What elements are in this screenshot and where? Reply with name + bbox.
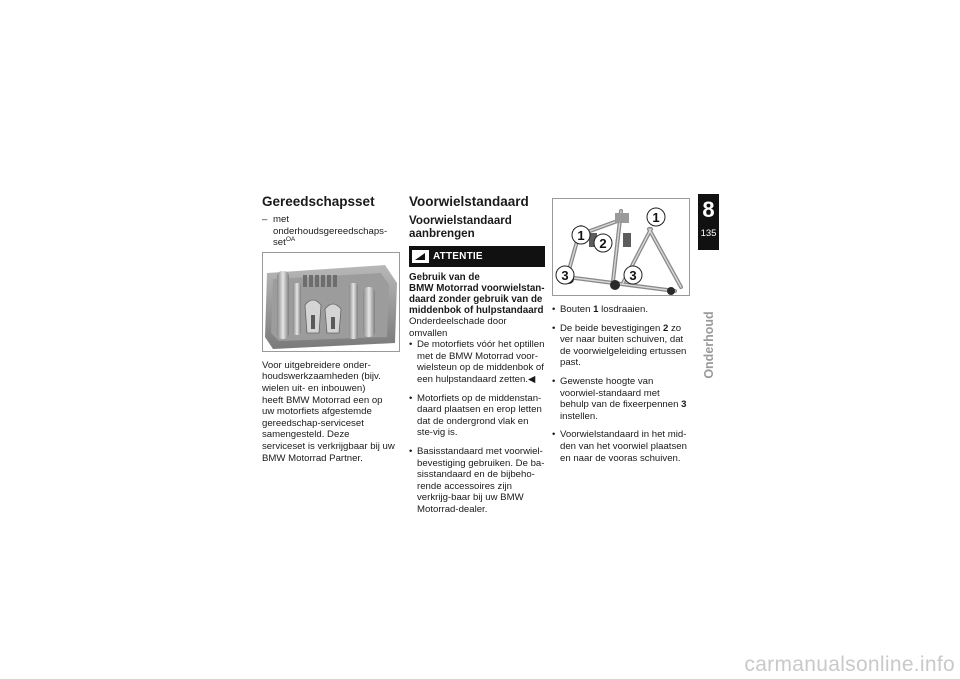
column-front-stand <box>409 194 545 523</box>
callout-3-left: 3 <box>561 268 569 283</box>
list-item: • Gewenste hoogte van voorwiel-standaard met behulp van de fixeerpennen 3 instellen. <box>552 376 690 422</box>
heading-tools: Gereedschapsset <box>262 194 375 209</box>
dash-mark: – <box>262 214 268 225</box>
watermark: carmanualsonline.info <box>744 653 955 676</box>
column-stand-steps <box>552 194 690 471</box>
warning-bullets <box>409 339 545 385</box>
tools-option-text: met onderhoudsgereedschaps-set$^{OA}$ <box>273 214 388 249</box>
chapter-number: 8 <box>702 197 715 222</box>
subheading-install: Voorwielstandaard aanbrengen <box>409 214 512 240</box>
section-label: Onderhoud <box>702 311 716 379</box>
warning-icon <box>412 250 429 263</box>
list-item: • De beide bevestigingen 2 zo ver naar buiten schuiven, dat de voorwielgeleiding ertussen past. <box>552 323 690 369</box>
warning-bold-text: Gebruik van de BMW Motorrad voorwielstan- daard zonder gebruik van de middenbok of hulpstandaard <box>409 272 545 316</box>
tools-body: Voor uitgebreidere onder- houdswerkzaamheden (bijv. wielen uit- en inbouwen) heeft BMW Motorrad een op uw motorfiets afgestemde gereedschap-serviceset samengesteld. Deze serviceset is verkrijgbaar bij uw BMW Motorrad Partner. <box>262 359 395 464</box>
callout-3-right: 3 <box>629 268 637 283</box>
list-item: • Voorwielstandaard in het mid-den van het voorwiel plaatsen en naar de vooras schuiven. <box>552 429 690 464</box>
stand-steps <box>552 304 690 464</box>
front-stand-image <box>553 199 689 295</box>
toolkit-image <box>263 253 399 351</box>
callout-1-lower: 1 <box>577 228 585 243</box>
column-tools <box>262 194 400 464</box>
page-number: 135 <box>700 228 717 239</box>
warning-banner <box>409 246 545 267</box>
heading-front-stand: Voorwielstandaard <box>409 194 529 209</box>
procedure-bullets <box>409 393 545 516</box>
list-item: • Motorfiets op de middenstan-daard plaatsen en erop letten dat de ondergrond vlak en ste-vig is. <box>409 393 545 439</box>
front-stand-figure <box>552 198 690 296</box>
callout-1-upper: 1 <box>652 210 660 225</box>
tools-option-line <box>262 214 400 249</box>
callout-2: 2 <box>599 236 607 251</box>
warning-consequence: Onderdeelschade door omvallen <box>409 316 507 339</box>
list-item: • Bouten 1 losdraaien. <box>552 304 690 316</box>
oa-superscript: OA <box>285 236 296 243</box>
warning-title: ATTENTIE <box>433 250 483 262</box>
list-item: • Basisstandaard met voorwiel-bevestiging gebruiken. De ba-sisstandaard en de bijbeho-rende accessoires zijn verkrijg-baar bij uw BMW Motorrad-dealer. <box>409 446 545 516</box>
toolkit-figure <box>262 252 400 352</box>
list-item: • De motorfiets vóór het optillen met de BMW Motorrad voor-wielsteun op de middenbok of een hulpstandaard zetten.◀ <box>409 339 545 385</box>
